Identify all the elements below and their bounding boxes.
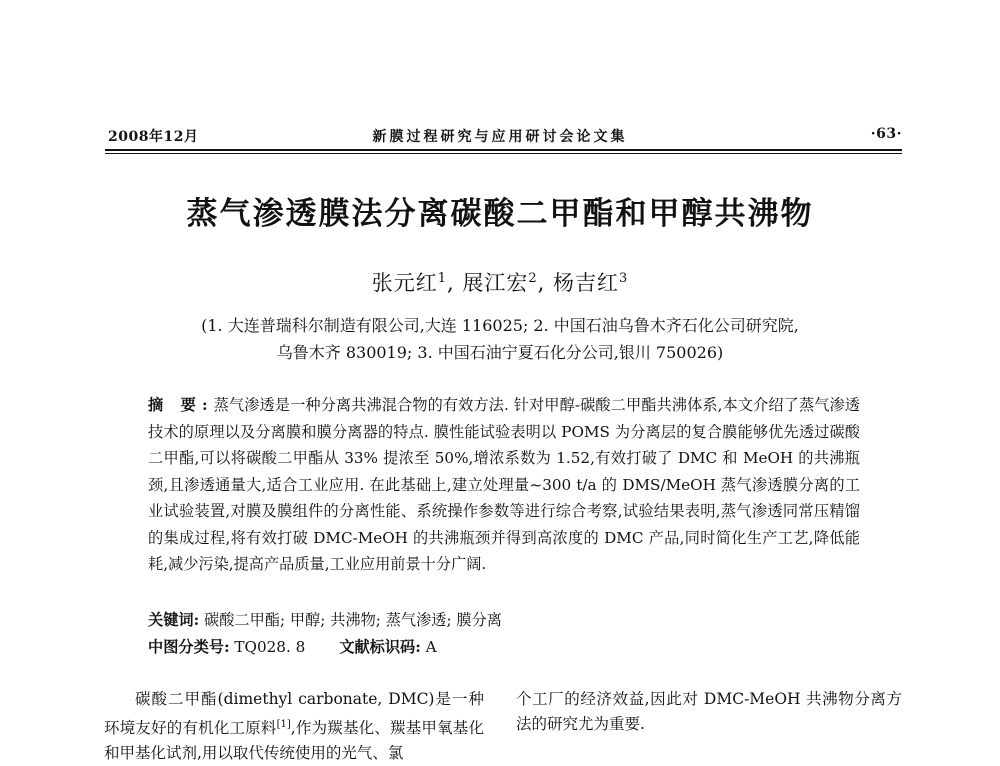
body-text: ,作为羰基化、羰基甲氧基化和甲基化试剂,用以取代传统使用的光气、氯 <box>104 719 484 763</box>
class-label: 中图分类号: <box>148 638 230 656</box>
abstract <box>148 392 860 578</box>
author-affiliation-mark: 1 <box>437 271 447 286</box>
affiliation-line-2: 乌鲁木齐 830019; 3. 中国石油宁夏石化分公司,银川 750026) <box>276 343 724 362</box>
class-value: TQ028. 8 <box>234 638 306 656</box>
header-rule-thick <box>105 149 902 151</box>
header-rule-thin <box>105 153 902 154</box>
header-proceedings-title: 新膜过程研究与应用研讨会论文集 <box>372 129 628 145</box>
body-left-column <box>104 687 484 766</box>
header-date: 2008年12月 <box>108 129 199 145</box>
keywords-line <box>148 609 502 630</box>
affiliation-line-1: (1. 大连普瑞科尔制造有限公司,大连 116025; 2. 中国石油乌鲁木齐石化公司研究院, <box>201 316 799 335</box>
body-text: 个工厂的经济效益,因此对 DMC-MeOH 共沸物分离方法的研究尤为重要. <box>516 690 902 733</box>
author-affiliation-mark: 3 <box>619 271 629 286</box>
docid-value: A <box>425 638 437 656</box>
citation-mark: [1] <box>276 719 291 730</box>
abstract-text: 蒸气渗透是一种分离共沸混合物的有效方法. 针对甲醇-碳酸二甲酯共沸体系,本文介绍了蒸气渗透技术的原理以及分离膜和膜分离器的特点. 膜性能试验表明以 POMS 为分离层的复合膜能够优先透过碳酸二甲酯,可以将碳酸二甲酯从 33% 提浓至 50%,增浓系数为 1.52,有效打破了 DMC 和 MeOH 的共沸瓶颈,且渗透通量大,适合工业应用. 在此基础上,建立处理量~300 t/a 的 DMS/MeOH 蒸气渗透膜分离的工业试验装置,对膜及膜组件的分离性能、系统操作参数等进行综合考察,试验结果表明,蒸气渗透同常压精馏的集成过程,将有效打破 DMC-MeOH 的共沸瓶颈并得到高浓度的 DMC 产品,同时简化生产工艺,降低能耗,减少污染,提高产品质量,工业应用前景十分广阔. <box>148 396 860 573</box>
body-text: 碳酸二甲酯(dimethyl carbonate, DMC)是一种环境友好的有机化工原料 <box>104 690 484 738</box>
body-right-column <box>516 687 902 737</box>
classification-line <box>148 636 437 657</box>
author-name: 展江宏 <box>462 271 529 295</box>
author-name: 杨吉红 <box>553 271 619 295</box>
docid-label: 文献标识码: <box>339 638 421 656</box>
header-page-number: ·63· <box>870 126 902 142</box>
keywords-text: 碳酸二甲酯; 甲醇; 共沸物; 蒸气渗透; 膜分离 <box>204 611 502 629</box>
author-affiliation-mark: 2 <box>528 271 538 286</box>
abstract-label: 摘 要: <box>148 396 214 414</box>
author-name: 张元红 <box>371 271 438 295</box>
paper-title: 蒸气渗透膜法分离碳酸二甲酯和甲醇共沸物 <box>186 196 814 232</box>
author-list: 张元红$^1$, 展江宏$^2$, 杨吉红$^3$ <box>371 271 629 295</box>
keywords-label: 关键词: <box>148 611 200 629</box>
